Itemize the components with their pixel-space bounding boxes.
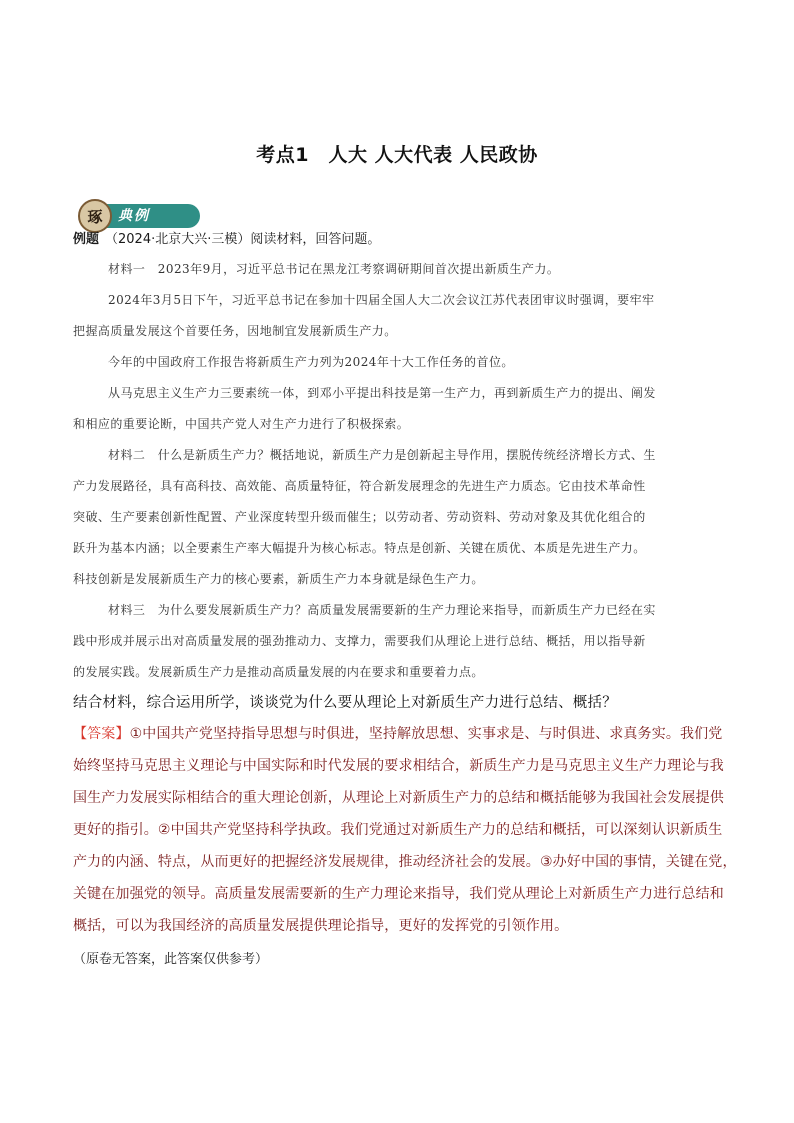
material-line: 突破、生产要素创新性配置、产业深度转型升级而催生；以劳动者、劳动资料、劳动对象及其优化组合的: [73, 510, 646, 524]
material-line: 把握高质量发展这个首要任务，因地制宜发展新质生产力。: [73, 324, 397, 338]
answer-line: 产力的内涵、特点，从而更好的把握经济发展规律，推动经济社会的发展。③办好中国的事情，关键在党，: [73, 854, 737, 870]
material-line: 2024年3月5日下午，习近平总书记在参加十四届全国人大二次会议江苏代表团审议时强调，要牢牢: [108, 293, 655, 307]
material-line: 跃升为基本内涵；以全要素生产率大幅提升为核心标志。特点是创新、关键在质优、本质是先进生产力。: [73, 541, 646, 555]
answer-tag: 【答案】: [73, 726, 130, 742]
answer-line: 概括，可以为我国经济的高质量发展提供理论指导，更好的发挥党的引领作用。: [73, 918, 569, 934]
badge-seal-icon: 琢: [78, 199, 112, 233]
material-line: 材料二 什么是新质生产力？概括地说，新质生产力是创新起主导作用，摆脱传统经济增长方式、生: [108, 448, 656, 462]
material-line: 产力发展路径，具有高科技、高效能、高质量特征，符合新发展理念的先进生产力质态。它由技术革命性: [73, 479, 646, 493]
question-prompt: 结合材料，综合运用所学，谈谈党为什么要从理论上对新质生产力进行总结、概括？: [73, 695, 617, 711]
material-line: 的发展实践。发展新质生产力是推动高质量发展的内在要求和重要着力点。: [73, 665, 484, 679]
answer-line: 更好的指引。②中国共产党坚持科学执政。我们党通过对新质生产力的总结和概括，可以深刻认识新质生: [73, 822, 723, 838]
material-line: 从马克思主义生产力三要素统一体，到邓小平提出科技是第一生产力，再到新质生产力的提出、阐发: [108, 386, 656, 400]
material-line: 科技创新是发展新质生产力的核心要素，新质生产力本身就是绿色生产力。: [73, 572, 484, 586]
answer-line: 国生产力发展实际相结合的重大理论创新，从理论上对新质生产力的总结和概括能够为我国社会发展提供: [73, 790, 724, 806]
badge-tag: 典例: [104, 204, 200, 228]
question-label: 例题: [73, 232, 100, 247]
answer-note: （原卷无答案，此答案仅供参考）: [73, 952, 269, 967]
page-title: 考点1 人大 人大代表 人民政协: [256, 144, 538, 166]
material-line: 材料一 2023年9月，习近平总书记在黑龙江考察调研期间首次提出新质生产力。: [108, 262, 560, 276]
answer-line: 始终坚持马克思主义理论与中国实际和时代发展的要求相结合，新质生产力是马克思主义生产力理论与我: [73, 758, 724, 774]
material-line: 践中形成并展示出对高质量发展的强劲推动力、支撑力，需要我们从理论上进行总结、概括，用以指导新: [73, 634, 646, 648]
answer-first-line: [73, 723, 722, 743]
material-line: 和相应的重要论断，中国共产党人对生产力进行了积极探索。: [73, 417, 410, 431]
answer-line: 关键在加强党的领导。高质量发展需要新的生产力理论来指导，我们党从理论上对新质生产力进行总结和: [73, 886, 724, 902]
question-source: （2024·北京大兴·三模）阅读材料，回答问题。: [105, 232, 381, 247]
material-line: 材料三 为什么要发展新质生产力？高质量发展需要新的生产力理论来指导，而新质生产力已经在实: [108, 603, 656, 617]
question-header: [73, 228, 380, 247]
answer-text: ①中国共产党坚持指导思想与时俱进，坚持解放思想、实事求是、与时俱进、求真务实。我们党: [129, 726, 723, 742]
material-line: 今年的中国政府工作报告将新质生产力列为2024年十大工作任务的首位。: [108, 355, 514, 369]
